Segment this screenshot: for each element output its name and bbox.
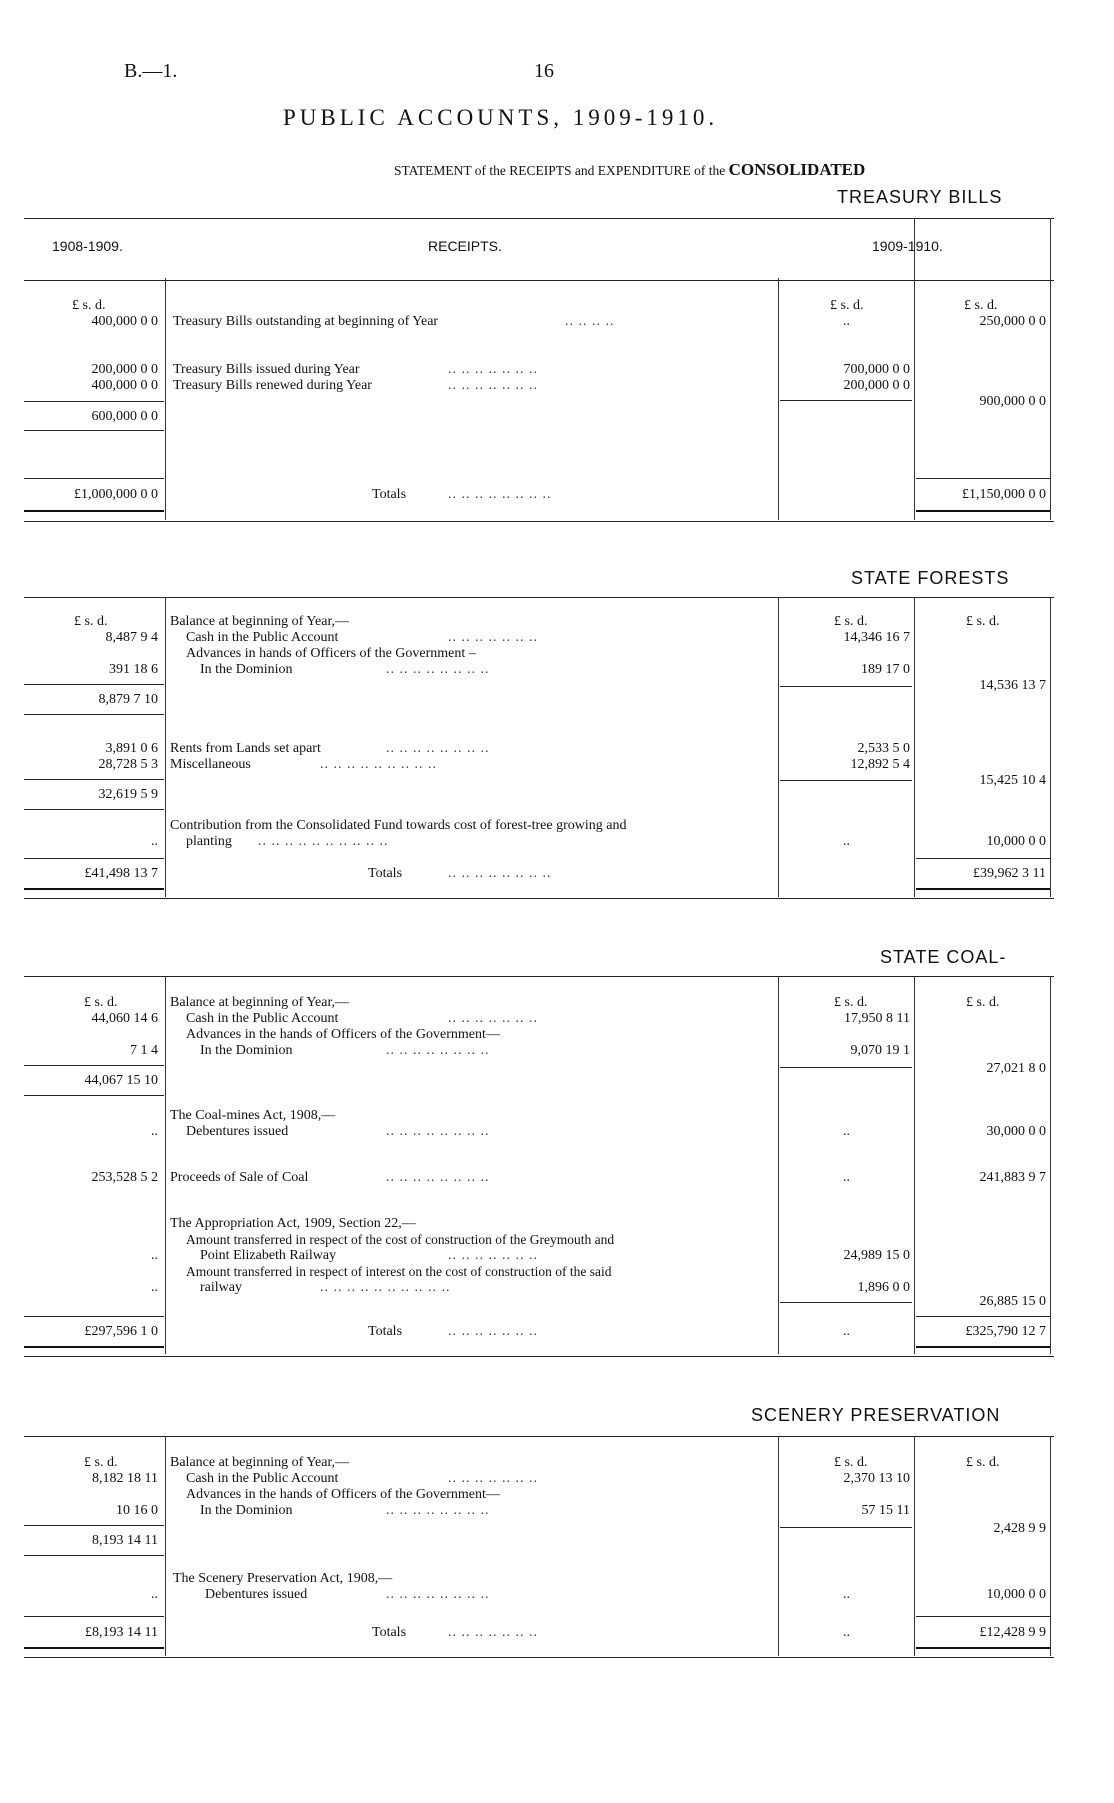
rule-line xyxy=(24,888,164,890)
rule-line xyxy=(780,1527,912,1528)
totals-label: Totals xyxy=(368,866,403,881)
leaders: .. .. .. .. .. .. .. .. .. .. xyxy=(258,834,389,849)
section-title-scenery: SCENERY PRESERVATION xyxy=(751,1405,1001,1425)
leaders: .. .. .. .. .. .. .. xyxy=(448,1471,538,1486)
units-left: £ s. d. xyxy=(74,614,108,629)
totals-label: Totals xyxy=(368,1324,403,1339)
row-label: railway xyxy=(200,1280,242,1295)
row-label: Treasury Bills renewed during Year xyxy=(173,378,372,393)
section-title-forests: STATE FORESTS xyxy=(851,568,1010,588)
table-cell: 9,070 19 1 xyxy=(850,1043,910,1058)
table-cell: 241,883 9 7 xyxy=(979,1170,1046,1185)
table-cell: .. xyxy=(151,1124,158,1139)
row-label: Advances in the hands of Officers of the Government— xyxy=(186,1027,500,1042)
section-title-treasury: TREASURY BILLS xyxy=(837,187,1003,207)
table-cell: .. xyxy=(151,1280,158,1295)
rule-line xyxy=(24,218,1054,219)
col-header-receipts: RECEIPTS. xyxy=(428,238,502,254)
leaders: .. .. .. .. .. .. .. xyxy=(448,378,538,393)
page-title: PUBLIC ACCOUNTS, 1909-1910. xyxy=(283,105,719,130)
units-sub: £ s. d. xyxy=(830,298,864,313)
table-cell: 400,000 0 0 xyxy=(91,314,158,329)
row-label: Advances in the hands of Officers of the Government— xyxy=(186,1487,500,1502)
units-left: £ s. d. xyxy=(84,1455,118,1470)
rule-line xyxy=(24,684,164,685)
totals-label: Totals xyxy=(372,487,407,502)
table-cell: 44,067 15 10 xyxy=(84,1073,158,1088)
row-label: Contribution from the Consolidated Fund towards cost of forest-tree growing and xyxy=(170,818,627,833)
leaders: .. .. .. .. .. .. .. .. xyxy=(386,1170,490,1185)
table-cell: .. xyxy=(843,834,850,849)
total-left: £41,498 13 7 xyxy=(84,866,158,881)
rule-line xyxy=(916,1316,1050,1317)
row-label: Rents from Lands set apart xyxy=(170,741,321,756)
row-label: Proceeds of Sale of Coal xyxy=(170,1170,309,1185)
table-cell: 253,528 5 2 xyxy=(91,1170,158,1185)
rule-line xyxy=(24,809,164,810)
rule-line xyxy=(24,1657,1054,1658)
rule-line xyxy=(780,686,912,687)
rule-line xyxy=(916,1346,1050,1348)
leaders: .. .. .. .. .. .. .. .. xyxy=(448,866,552,881)
rule-line xyxy=(914,976,915,1354)
rule-line xyxy=(24,521,1054,522)
rule-line xyxy=(24,779,164,780)
rule-line xyxy=(916,478,1050,479)
row-label: Cash in the Public Account xyxy=(186,630,339,645)
table-cell: 189 17 0 xyxy=(861,662,910,677)
table-cell: 8,182 18 11 xyxy=(92,1471,158,1486)
rule-line xyxy=(24,1346,164,1348)
row-label: The Appropriation Act, 1909, Section 22,— xyxy=(170,1216,416,1231)
table-cell: 26,885 15 0 xyxy=(979,1294,1046,1309)
leaders: .. .. .. .. .. .. .. xyxy=(448,630,538,645)
rule-line xyxy=(24,1065,164,1066)
rule-line xyxy=(780,1302,912,1303)
table-cell: 10,000 0 0 xyxy=(986,1587,1046,1602)
rule-line xyxy=(778,278,779,520)
table-cell: 250,000 0 0 xyxy=(979,314,1046,329)
total-right: £12,428 9 9 xyxy=(979,1625,1046,1640)
rule-line xyxy=(24,976,1054,977)
row-label: Debentures issued xyxy=(205,1587,308,1602)
rule-line xyxy=(778,597,779,897)
table-cell: 7 1 4 xyxy=(130,1043,158,1058)
rule-line xyxy=(24,280,1054,281)
row-label: Point Elizabeth Railway xyxy=(200,1248,337,1263)
row-label: Balance at beginning of Year,— xyxy=(170,995,350,1010)
units-sub: £ s. d. xyxy=(834,995,868,1010)
row-label: planting xyxy=(186,834,232,849)
table-cell: .. xyxy=(843,1625,850,1640)
table-cell: .. xyxy=(151,834,158,849)
table-cell: 400,000 0 0 xyxy=(91,378,158,393)
total-right: £325,790 12 7 xyxy=(965,1324,1046,1339)
table-cell: 2,428 9 9 xyxy=(993,1521,1046,1536)
rule-line xyxy=(24,1436,1054,1437)
rule-line xyxy=(778,976,779,1354)
leaders: .. .. .. .. .. .. .. .. xyxy=(448,487,552,502)
totals-label: Totals xyxy=(372,1625,407,1640)
rule-line xyxy=(24,1095,164,1096)
rule-line xyxy=(778,1436,779,1656)
rule-line xyxy=(1050,976,1051,1354)
rule-line xyxy=(24,1356,1054,1357)
rule-line xyxy=(24,858,164,859)
row-label: Balance at beginning of Year,— xyxy=(170,1455,350,1470)
table-cell: 14,536 13 7 xyxy=(979,678,1046,693)
rule-line xyxy=(24,898,1054,899)
table-cell: .. xyxy=(843,1324,850,1339)
rule-line xyxy=(780,400,912,401)
table-cell: 200,000 0 0 xyxy=(91,362,158,377)
rule-line xyxy=(1050,1436,1051,1656)
row-label: In the Dominion xyxy=(200,662,293,677)
row-label: Cash in the Public Account xyxy=(186,1471,339,1486)
leaders: .. .. .. .. .. .. .. .. .. xyxy=(320,757,437,772)
table-cell: 600,000 0 0 xyxy=(91,409,158,424)
table-cell: 12,892 5 4 xyxy=(850,757,910,772)
total-left: £1,000,000 0 0 xyxy=(74,487,158,502)
leaders: .. .. .. .. .. .. .. xyxy=(448,1625,538,1640)
units-sub: £ s. d. xyxy=(834,614,868,629)
row-label: Debentures issued xyxy=(186,1124,289,1139)
table-cell: 44,060 14 6 xyxy=(91,1011,158,1026)
table-cell: 3,891 0 6 xyxy=(105,741,158,756)
page-number: 16 xyxy=(534,60,554,82)
table-cell: 2,370 13 10 xyxy=(843,1471,910,1486)
rule-line xyxy=(24,597,1054,598)
rule-line xyxy=(914,597,915,897)
leaders: .. .. .. .. xyxy=(565,314,615,329)
rule-line xyxy=(780,1067,912,1068)
units-right: £ s. d. xyxy=(966,995,1000,1010)
leaders: .. .. .. .. .. .. .. .. .. .. xyxy=(320,1280,451,1295)
rule-line xyxy=(24,714,164,715)
units-right: £ s. d. xyxy=(966,1455,1000,1470)
units-left: £ s. d. xyxy=(84,995,118,1010)
rule-line xyxy=(916,510,1050,512)
rule-line xyxy=(914,1436,915,1656)
row-label: The Coal-mines Act, 1908,— xyxy=(170,1108,336,1123)
units-left: £ s. d. xyxy=(72,298,106,313)
table-cell: 15,425 10 4 xyxy=(979,773,1046,788)
table-cell: 57 15 11 xyxy=(861,1503,910,1518)
col-header-cur-year: 1909-1910. xyxy=(872,238,943,254)
table-cell: 14,346 16 7 xyxy=(843,630,910,645)
table-cell: 32,619 5 9 xyxy=(98,787,158,802)
table-cell: .. xyxy=(151,1587,158,1602)
rule-line xyxy=(916,858,1050,859)
total-left: £8,193 14 11 xyxy=(85,1625,158,1640)
section-title-coal: STATE COAL- xyxy=(880,947,1007,967)
rule-line xyxy=(24,510,164,512)
row-label: Amount transferred in respect of the cost of construction of the Greymouth and xyxy=(186,1232,615,1247)
page-ref: B.—1. xyxy=(124,60,178,82)
row-label: Miscellaneous xyxy=(170,757,251,772)
leaders: .. .. .. .. .. .. .. .. xyxy=(386,1124,490,1139)
table-cell: 17,950 8 11 xyxy=(844,1011,910,1026)
table-cell: 2,533 5 0 xyxy=(857,741,910,756)
leaders: .. .. .. .. .. .. .. .. xyxy=(386,1043,490,1058)
table-cell: 200,000 0 0 xyxy=(843,378,910,393)
total-right: £39,962 3 11 xyxy=(973,866,1046,881)
leaders: .. .. .. .. .. .. .. .. xyxy=(386,1587,490,1602)
row-label: Amount transferred in respect of interest on the cost of construction of the said xyxy=(186,1264,612,1279)
rule-line xyxy=(165,976,166,1354)
table-cell: .. xyxy=(843,1587,850,1602)
table-cell: 391 18 6 xyxy=(109,662,158,677)
col-header-prev-year: 1908-1909. xyxy=(52,238,123,254)
leaders: .. .. .. .. .. .. .. .. xyxy=(386,741,490,756)
rule-line xyxy=(1050,597,1051,897)
row-label: Treasury Bills issued during Year xyxy=(173,362,360,377)
rule-line xyxy=(24,1555,164,1556)
rule-line xyxy=(165,597,166,897)
rule-line xyxy=(165,278,166,520)
rule-line xyxy=(780,780,912,781)
rule-line xyxy=(24,1647,164,1649)
table-cell: 10 16 0 xyxy=(116,1503,158,1518)
rule-line xyxy=(916,1647,1050,1649)
table-cell: 28,728 5 3 xyxy=(98,757,158,772)
leaders: .. .. .. .. .. .. .. xyxy=(448,1324,538,1339)
statement-line xyxy=(394,160,865,180)
rule-line xyxy=(914,218,915,520)
units-right: £ s. d. xyxy=(966,614,1000,629)
table-cell: 8,879 7 10 xyxy=(98,692,158,707)
leaders: .. .. .. .. .. .. .. .. xyxy=(386,1503,490,1518)
units-right: £ s. d. xyxy=(964,298,998,313)
row-label: The Scenery Preservation Act, 1908,— xyxy=(173,1571,393,1586)
table-cell: 10,000 0 0 xyxy=(986,834,1046,849)
rule-line xyxy=(916,1616,1050,1617)
statement-text: STATEMENT of the RECEIPTS and EXPENDITURE of the xyxy=(394,163,726,178)
leaders: .. .. .. .. .. .. .. xyxy=(448,1248,538,1263)
table-cell: 700,000 0 0 xyxy=(843,362,910,377)
row-label: In the Dominion xyxy=(200,1503,293,1518)
table-cell: 24,989 15 0 xyxy=(843,1248,910,1263)
table-cell: .. xyxy=(151,1248,158,1263)
rule-line xyxy=(24,401,164,402)
row-label: Treasury Bills outstanding at beginning of Year xyxy=(173,314,439,329)
rule-line xyxy=(24,478,164,479)
total-right: £1,150,000 0 0 xyxy=(962,487,1046,502)
table-cell: 27,021 8 0 xyxy=(986,1061,1046,1076)
statement-bold: CONSOLIDATED xyxy=(728,160,866,179)
table-cell: 8,193 14 11 xyxy=(92,1533,158,1548)
table-cell: 30,000 0 0 xyxy=(986,1124,1046,1139)
rule-line xyxy=(24,1525,164,1526)
rule-line xyxy=(1050,218,1051,520)
rule-line xyxy=(24,1616,164,1617)
table-cell: .. xyxy=(843,1170,850,1185)
row-label: Balance at beginning of Year,— xyxy=(170,614,350,629)
units-sub: £ s. d. xyxy=(834,1455,868,1470)
rule-line xyxy=(24,430,164,431)
rule-line xyxy=(165,1436,166,1656)
row-label: In the Dominion xyxy=(200,1043,293,1058)
table-cell: 900,000 0 0 xyxy=(979,394,1046,409)
table-cell: 8,487 9 4 xyxy=(105,630,158,645)
table-cell: 1,896 0 0 xyxy=(857,1280,910,1295)
leaders: .. .. .. .. .. .. .. .. xyxy=(386,662,490,677)
table-cell: .. xyxy=(843,1124,850,1139)
rule-line xyxy=(24,1316,164,1317)
leaders: .. .. .. .. .. .. .. xyxy=(448,1011,538,1026)
row-label: Advances in hands of Officers of the Government – xyxy=(186,646,476,661)
rule-line xyxy=(916,888,1050,890)
row-label: Cash in the Public Account xyxy=(186,1011,339,1026)
total-left: £297,596 1 0 xyxy=(84,1324,158,1339)
table-cell: .. xyxy=(843,314,850,329)
leaders: .. .. .. .. .. .. .. xyxy=(448,362,538,377)
